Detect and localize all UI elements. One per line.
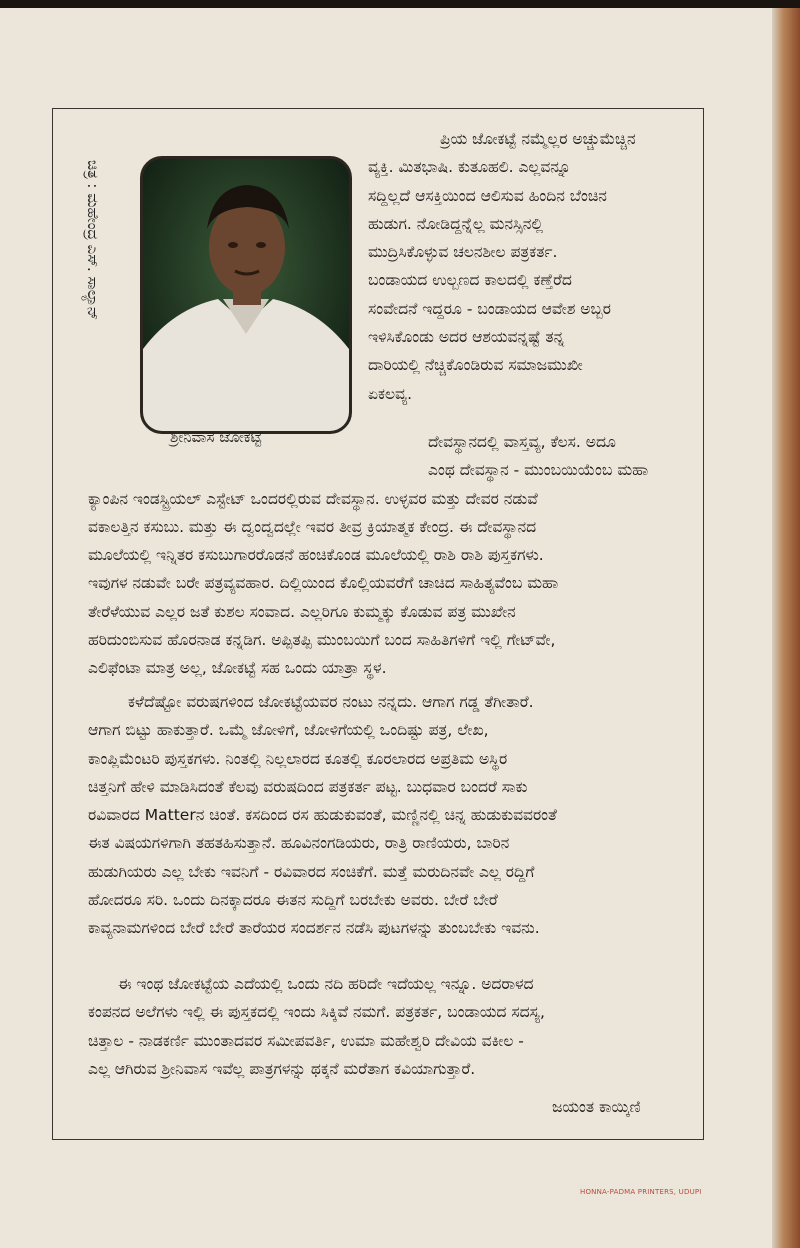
text-line: ತೇರೆಳೆಯುವ ಎಲ್ಲರ ಜತೆ ಕುಶಲ ಸಂವಾದ. ಎಲ್ಲರಿಗೂ ಕುಮ್ಮಕ್ಕು ಕೊಡುವ ಪತ್ರ ಮುಖೇನ [88,602,516,621]
text-line: ಆಗಾಗ ಬಿಟ್ಟು ಹಾಕುತ್ತಾರೆ. ಒಮ್ಮೆ ಜೋಳಿಗೆ, ಜೋಳಿಗೆಯಲ್ಲಿ ಒಂದಿಷ್ಟು ಪತ್ರ, ಲೇಖ, [88,721,489,740]
text-line: ವ್ಯಕ್ತಿ. ಮಿತಭಾಷಿ. ಕುತೂಹಲಿ. ಎಲ್ಲವನ್ನೂ [368,158,571,177]
text-line: ಹುಡುಗಿಯರು ಎಲ್ಲ ಬೇಕು ಇವನಿಗೆ - ರವಿವಾರದ ಸಂಚಿಕೆಗೆ. ಮತ್ತೆ ಮರುದಿನವೇ ಎಲ್ಲ ರದ್ದಿಗೆ [88,862,535,881]
text-line: ಎಲ್ಲ ಆಗಿರುವ ಶ್ರೀನಿವಾಸ ಇವೆಲ್ಲ ಪಾತ್ರಗಳನ್ನು ಥಕ್ಕನೆ ಮರೆತಾಗ ಕವಿಯಾಗುತ್ತಾರೆ. [88,1059,476,1078]
photo-caption: ಶ್ರೀನಿವಾಸ ಜೋಕಟ್ಟೆ [170,428,263,446]
photo-credit: ಚಿತ್ರ : ಮಹೇಂದ್ರ ಎಸ್. ಸಾಲ್ಯಾನ್ [84,160,102,321]
text-line: ಇಳಿಸಿಕೊಂಡು ಅದರ ಆಶಯವನ್ನಷ್ಟೆ ತನ್ನ [368,328,565,347]
text-line: ಕ್ಯಾಂಪಿನ ಇಂಡಸ್ಟ್ರಿಯಲ್ ಎಸ್ಟೇಟ್ ಒಂದರಲ್ಲಿರುವ ದೇವಸ್ಥಾನ. ಉಳ್ಳವರ ಮತ್ತು ದೇವರ ನಡುವೆ [88,489,538,508]
text-line: ಕಾಂಪ್ಲಿಮೆಂಟರಿ ಪುಸ್ತಕಗಳು. ನಿಂತಲ್ಲಿ ನಿಲ್ಲಲಾರದ ಕೂತಲ್ಲಿ ಕೂರಲಾರದ ಅಪ್ರತಿಮ ಅಸ್ಥಿರ [88,749,508,768]
text-line: ಏಕಲವ್ಯ. [368,384,413,403]
printer-imprint: HONNA-PADMA PRINTERS, UDUPI [580,1188,702,1196]
text-line: ಹುಡುಗ. ನೋಡಿದ್ದನ್ನೆಲ್ಲ ಮನಸ್ಸಿನಲ್ಲಿ [368,214,544,233]
text-line: ಮೂಲೆಯಲ್ಲಿ ಇನ್ನಿತರ ಕಸುಬುಗಾರರೊಡನೆ ಹಂಚಿಕೊಂಡ ಮೂಲೆಯಲ್ಲಿ ರಾಶಿ ರಾಶಿ ಪುಸ್ತಕಗಳು. [88,546,544,565]
text-line: ಬಂಡಾಯದ ಉಲ್ಬಣದ ಕಾಲದಲ್ಲಿ ಕಣ್ತೆರೆದ [368,271,572,290]
text-line: ಎಲಿಫೆಂಟಾ ಮಾತ್ರ ಅಲ್ಲ, ಜೋಕಟ್ಟೆ ಸಹ ಒಂದು ಯಾತ್ರಾ ಸ್ಥಳ. [88,659,387,678]
paragraph-4 [88,970,693,1083]
text-line: ಸಂವೇದನೆ ಇದ್ದರೂ - ಬಂಡಾಯದ ಆವೇಶ ಅಬ್ಬರ [368,299,611,318]
text-line: ಮುದ್ರಿಸಿಕೊಳ್ಳುವ ಚಲನಶೀಲ ಪತ್ರಕರ್ತ. [368,243,558,262]
text-line: ದೇವಸ್ಥಾನದಲ್ಲಿ ವಾಸ್ತವ್ಯ, ಕೆಲಸ. ಅದೂ [428,433,616,451]
text-line: ವಕಾಲತ್ತಿನ ಕಸುಬು. ಮತ್ತು ಈ ದ್ವಂದ್ವದಲ್ಲೇ ಇವರ ತೀವ್ರ ಕ್ರಿಯಾತ್ಮಕ ಕೇಂದ್ರ. ಈ ದೇವಸ್ಥಾನದ [88,517,537,536]
author-photo [140,156,352,434]
text-line: ಹೋದರೂ ಸರಿ. ಒಂದು ದಿನಕ್ಕಾದರೂ ಈತನ ಸುದ್ದಿಗೆ ಬರಬೇಕು ಅವರು. ಬೇರೆ ಬೇರೆ [88,891,498,910]
text-line: ಎಂಥ ದೇವಸ್ಥಾನ - ಮುಂಬಯಿಯೆಂಬ ಮಹಾ [428,461,649,480]
text-line: ಕಂಪನದ ಅಲೆಗಳು ಇಲ್ಲಿ ಈ ಪುಸ್ತಕದಲ್ಲಿ ಇಂದು ಸಿಕ್ಕಿವೆ ನಮಗೆ. ಪತ್ರಕರ್ತ, ಬಂಡಾಯದ ಸದಸ್ಯ, [88,1003,545,1022]
text-line: ಕಾವ್ಯನಾಮಗಳಿಂದ ಬೇರೆ ಬೇರೆ ತಾರೆಯರ ಸಂದರ್ಶನ ನಡೆಸಿ ಪುಟಗಳನ್ನು ತುಂಬಬೇಕು ಇವನು. [88,919,540,938]
portrait-image [143,159,349,431]
text-line: ರವಿವಾರದ Matterನ ಚಿಂತೆ. ಕಸದಿಂದ ರಸ ಹುಡುಕುವಂತೆ, ಮಣ್ಣಿನಲ್ಲಿ ಚಿನ್ನ ಹುಡುಕುವವರಂತೆ [88,806,557,825]
text-line: ಹರಿದುಂಬಿಸುವ ಹೊರನಾಡ ಕನ್ನಡಿಗ. ಅಪ್ಪಿತಪ್ಪಿ ಮುಂಬಯಿಗೆ ಬಂದ ಸಾಹಿತಿಗಳಿಗೆ ಇಲ್ಲಿ ಗೇಟ್‌ವೇ, [88,631,556,650]
text-line: ಈ ಇಂಥ ಜೋಕಟ್ಟೆಯ ಎದೆಯಲ್ಲಿ ಒಂದು ನದಿ ಹರಿದೇ ಇದೆಯಲ್ಲ ಇನ್ನೂ. ಅದರಾಳದ [118,975,534,993]
text-line: ದಾರಿಯಲ್ಲಿ ನೆಚ್ಚಿಕೊಂಡಿರುವ ಸಮಾಜಮುಖೀ [368,356,583,375]
text-line: ಪ್ರಿಯ ಜೋಕಟ್ಟೆ ನಮ್ಮೆಲ್ಲರ ಅಚ್ಚುಮೆಚ್ಚಿನ [440,130,636,148]
intro-paragraph [368,125,636,408]
text-line: ಇವುಗಳ ನಡುವೇ ಬರೇ ಪತ್ರವ್ಯವಹಾರ. ದಿಲ್ಲಿಯಿಂದ ಕೊಲ್ಲಿಯವರೆಗೆ ಚಾಚಿದ ಸಾಹಿತ್ಯವೆಂಬ ಮಹಾ [88,574,559,593]
paragraph-2 [88,428,693,683]
text-line: ಚಿತ್ತನಿಗೆ ಹೇಳಿ ಮಾಡಿಸಿದಂತೆ ಕೆಲವು ವರುಷದಿಂದ ಪತ್ರಕರ್ತ ಪಟ್ಟ. ಬುಧವಾರ ಬಂದರೆ ಸಾಕು [88,777,528,796]
text-line: ಸದ್ದಿಲ್ಲದೆ ಆಸಕ್ತಿಯಿಂದ ಆಲಿಸುವ ಹಿಂದಿನ ಬೆಂಚಿನ [368,186,607,205]
page-edge [772,8,800,1248]
paragraph-3 [88,688,693,943]
text-line: ಕಳೆದೆಷ್ಟೋ ವರುಷಗಳಿಂದ ಜೋಕಟ್ಟೆಯವರ ನಂಟು ನನ್ನದು. ಆಗಾಗ ಗಡ್ಡ ತೆಗೀತಾರೆ. [128,693,534,711]
signature: ಜಯಂತ ಕಾಯ್ಕಿಣಿ [552,1098,641,1116]
text-line: ಚಿತ್ತಾಲ - ನಾಡಕರ್ಣಿ ಮುಂತಾದವರ ಸಮೀಪವರ್ತಿ, ಉಮಾ ಮಹೇಶ್ವರಿ ದೇವಿಯ ವಕೀಲ - [88,1031,524,1050]
text-line: ಈತ ವಿಷಯಗಳಿಗಾಗಿ ತಹತಹಿಸುತ್ತಾನೆ. ಹೂವಿನಂಗಡಿಯರು, ರಾತ್ರಿ ರಾಣಿಯರು, ಬಾರಿನ [88,834,510,853]
